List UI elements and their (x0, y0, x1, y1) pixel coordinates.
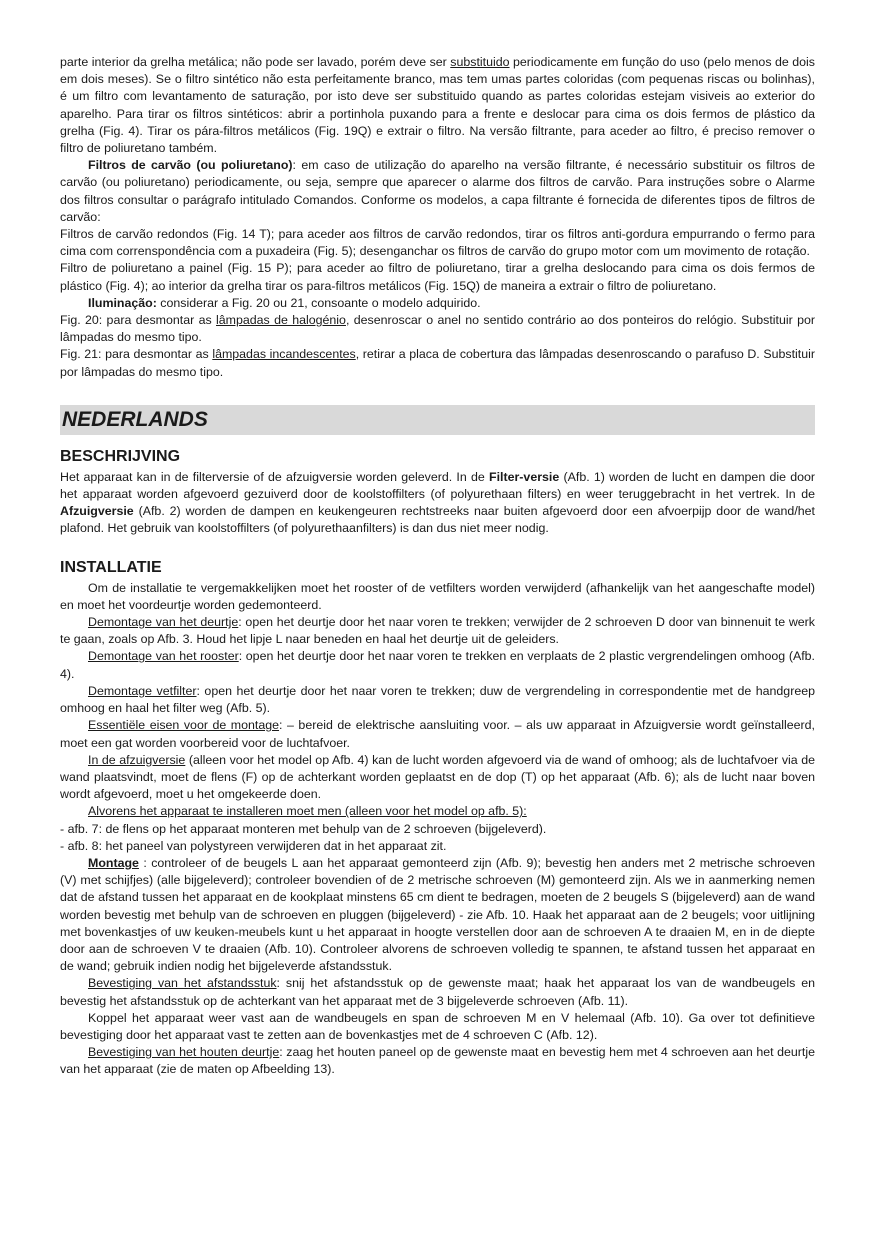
underlined-heading: In de afzuigversie (88, 752, 186, 767)
underlined-heading: Essentiële eisen voor de montage (88, 718, 280, 733)
bold-label: Filtros de carvão (ou poliuretano) (88, 158, 293, 173)
pt-paragraph-round-filters: Filtros de carvão redondos (Fig. 14 T); para aceder aos filtros de carvão redondos, tirar os filtros anti-gordura empurrando o fermo para cima com correnspondência com a puxadeira (Fig. 5); desenganchar os filtros de carvão do grupo motor com um movimento de rotação. (60, 227, 815, 259)
document-page (60, 54, 815, 1079)
underlined-text: lâmpadas incandescentes (212, 347, 356, 362)
text-run: Het apparaat kan in de filterversie of de afzuigversie worden geleverd. In de (60, 469, 490, 484)
pt-paragraph-carbon-filters (60, 157, 815, 226)
nl-paragraph-grease-filter (60, 683, 815, 717)
text-run: (Afb. 1) worden de lucht en dampen die door het apparaat worden afgevoerd gezuiverd door de koolstoffilters (of polyurethaan filters) en weer teruggebracht in het vertrek. In de (60, 469, 816, 502)
text-run: parte interior da grelha metálica; não pode ser lavado, porém deve ser (60, 55, 451, 69)
nl-list-item-afb8: - afb. 8: het paneel van polystyreen verwijderen dat in het apparaat zit. (60, 838, 447, 853)
text-run: : open het deurtje door het naar voren te trekken en verplaats de 2 plastic vergrendelingen omhoog (Afb. 4). (60, 649, 815, 681)
nl-paragraph-extraction (60, 752, 815, 804)
text-run: considerar a Fig. 20 ou 21, consoante o modelo adquirido. (156, 295, 481, 310)
text-run: : zaag het houten paneel op de gewenste maat en bevestig hem met 4 schroeven aan het deurtje van het apparaat (zie de maten op Afbeelding 13). (60, 1045, 815, 1077)
pt-paragraph-synthetic-filter (60, 54, 815, 157)
bold-term: Filter-versie (489, 469, 560, 484)
bold-underlined-heading: Montage (88, 855, 139, 870)
text-run: periodicamente em função do uso (pelo menos de dois em dois meses). Se o filtro sintético não esta perfeitamente branco, mas tem umas partes coloridas (com pequenas riscas ou bolinhas), é um filtro com levantamento de saturação, por isto deve ser substituido quando as partes coloridas estejam visiveis ao exterior do aparelho. Para tirar os filtros sintéticos: abrir a portinhola puxando para a frente e deslocar para cima os dois fermos de plástico da grelha (Fig. 4). Tirar os pára-filtros metálicos (Fig. 19Q) e extrair o filtro. Na versão filtrante, para aceder ao filtro, é preciso remover o filtro de poliuretano também. (60, 55, 815, 156)
text-run: : controleer of de beugels L aan het apparaat gemonteerd zijn (Afb. 9); bevestig hen anders met 2 metrische schroeven (V) met schijfjes) (alle bijgeleverd); controleer bovendien of de 2 metrische schroeven (M) gemonteerd zijn. Als we in aanmerking nemen dat de afstand tussen het apparaat en de kookplaat minstens 65 cm dient te bedragen, moeten de 2 beugels S (bijgeleverd) aan de wand worden bevestig met behulp van de schroeven en pluggen (bijgeleverd) - zie Afb. 10. Haak het apparaat aan de 2 beugels; voor uitlijning met bovenkastjes of uw keuken-meubels kunt u het apparaat in hoogte verstellen door aan de schroeven A te draaien M, en in de diepte door aan de schroeven V te draaien (Afb. 10). Controleer alvorens de schroeven volledig te spannen, te afstand tussen het apparaat en de wand; gebruik indien nodig het bijgeleverde afstandsstuk. (60, 855, 815, 974)
underlined-heading: Demontage van het deurtje (88, 615, 239, 630)
text-run: Fig. 20: para desmontar as (60, 313, 217, 328)
pt-paragraph-fig21 (60, 346, 815, 380)
section-heading-installatie: INSTALLATIE (60, 558, 162, 576)
text-run: (Afb. 2) worden de dampen en keukengeuren rechtstreeks naar buiten afgevoerd door een afvoerpijp door de wand/het plafond. Het gebruik van koolstoffilters (of polyurethaanfilters) is dan dus niet meer nodig. (60, 504, 815, 536)
text-run: , retirar a placa de cobertura das lâmpadas desenroscando o parafuso D. Substituir por lâmpadas do mesmo tipo. (60, 347, 815, 379)
nl-paragraph-grille (60, 648, 815, 682)
section-heading-beschrijving: BESCHRIJVING (60, 447, 181, 465)
underlined-heading: Bevestiging van het houten deurtje (88, 1045, 280, 1060)
language-title: NEDERLANDS (62, 407, 208, 431)
underlined-text: substituido (450, 55, 510, 69)
text-run: Fig. 21: para desmontar as (60, 347, 213, 362)
text-run: (alleen voor het model op Afb. 4) kan de lucht worden afgevoerd via de wand of omhoog; als de luchtafvoer via de wand plaatsvindt, moet de flens (F) op de achterkant worden geplaatst en de dop (T) op het apparaat (Afb. 6); als de lucht naar boven wordt afgevoerd, moet u het omgekeerde doen. (60, 752, 815, 802)
underlined-heading: Demontage vetfilter (88, 683, 197, 698)
underlined-heading: Demontage van het rooster (88, 649, 239, 664)
text-run: : – bereid de elektrische aansluiting voor. – als uw apparaat in Afzuigversie wordt geïnstalleerd, moet een gat worden voorbereid voor de luchtafvoer. (60, 718, 815, 750)
nl-paragraph-wooden-door (60, 1044, 815, 1078)
nl-paragraph-spacer (60, 975, 815, 1009)
underlined-heading: Bevestiging van het afstandsstuk (88, 976, 277, 991)
nl-paragraph-reattach: Koppel het apparaat weer vast aan de wandbeugels en span de schroeven M en V helemaal (Afb. 10). Ga over tot definitieve bevestiging door het apparaat vast te zetten aan de bovenkastjes met de 4 schroeven C (Afb. 12). (60, 1010, 815, 1042)
nl-list-item-afb7: - afb. 7: de flens op het apparaat monteren met behulp van de 2 schroeven (bijgeleverd). (60, 821, 547, 836)
text-run: : open het deurtje door het naar voren te trekken; duw de vergrendeling in correspondentie met de handgreep omhoog en haal het filter weg (Afb. 5). (60, 683, 815, 716)
nl-paragraph-montage (60, 855, 815, 975)
underlined-heading: Alvorens het apparaat te installeren moet men (alleen voor het model op afb. 5): (88, 804, 527, 819)
underlined-text: lâmpadas de halogénio (216, 313, 346, 328)
text-run: : snij het afstandsstuk op de gewenste maat; haak het apparaat los van de wandbeugels en bevestig het afstandsstuk op de achterkant van het apparaat met de 3 bijgeleverde schroeven (Afb. 11). (60, 976, 815, 1008)
nl-paragraph-door (60, 614, 815, 648)
nl-paragraph-before-install (60, 803, 815, 820)
pt-paragraph-panel-filter: Filtro de poliuretano a painel (Fig. 15 P); para aceder ao filtro de poliuretano, tirar a grelha deslocando para cima os dois fermos de plástico (Fig. 4); ao interior da grelha tirar os para-filtros metálicos (Fig. 15Q) de maneira a extrair o filtro de poliuretano. (60, 261, 815, 293)
text-run: : em caso de utilização do aparelho na versão filtrante, é necessário substituir os filtros de carvão (ou poliuretano) periodicamente, ou seja, sempre que aparecer o alarme dos filtros de carvão. Para instruções sobre o Alarme dos filtros consultar o parágrafo intitulado Comandos. Conforme os modelos, a capa filtrante é fornecida de diferentes tipos de filtros de carvão: (60, 158, 815, 224)
bold-term: Afzuigversie (60, 504, 134, 519)
pt-paragraph-lighting (60, 295, 815, 312)
text-run: : open het deurtje door het naar voren te trekken; verwijder de 2 schroeven D door van binnenuit te werk te gaan, zoals op Afb. 3. Houd het lipje L naar beneden en haal het deurtje uit de geleiders. (60, 615, 815, 647)
nl-paragraph-requirements (60, 717, 815, 751)
language-section-band (60, 405, 815, 435)
bold-label: Iluminação: (88, 295, 157, 310)
nl-paragraph-intro: Om de installatie te vergemakkelijken moet het rooster of de vetfilters worden verwijderd (afhankelijk van het aangeschafte model) en moet het voordeurtje worden gedemonteerd. (60, 580, 815, 612)
pt-paragraph-fig20 (60, 312, 815, 346)
text-run: , desenroscar o anel no sentido contrário ao dos ponteiros do relógio. Substituir por lâmpadas do mesmo tipo. (60, 313, 815, 345)
nl-paragraph-description (60, 469, 815, 538)
